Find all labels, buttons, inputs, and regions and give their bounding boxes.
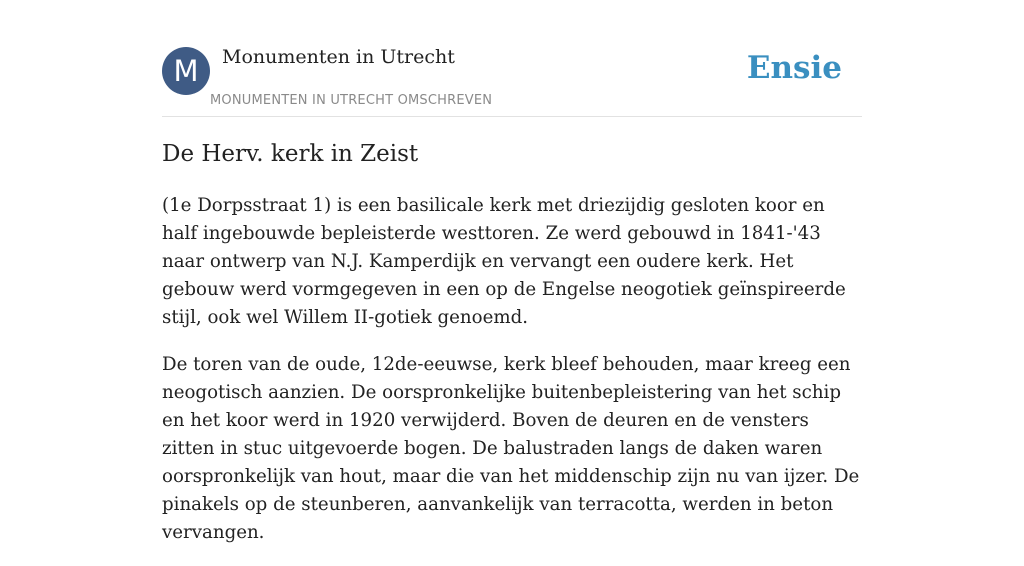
source-subtitle: MONUMENTEN IN UTRECHT OMSCHREVEN xyxy=(210,93,493,108)
source-title[interactable]: Monumenten in Utrecht xyxy=(222,46,455,68)
avatar[interactable]: M xyxy=(162,47,210,95)
source-header xyxy=(162,46,862,117)
article-title: De Herv. kerk in Zeist xyxy=(162,141,419,167)
brand-logo[interactable]: Ensie xyxy=(746,50,842,86)
article-paragraph: (1e Dorpsstraat 1) is een basilicale kerk met driezijdig gesloten koor en half ingebouwde bepleisterde westtoren. Ze werd gebouwd in 1841-'43 naar ontwerp van N.J. Kamperdijk en vervangt een oudere kerk. Het gebouw werd vormgegeven in een op de Engelse neogotiek geïnspireerde stijl, ook wel Willem II-gotiek genoemd. xyxy=(162,195,846,328)
article-paragraph: De toren van de oude, 12de-eeuwse, kerk bleef behouden, maar kreeg een neogotisch aanzien. De oorspronkelijke buitenbepleistering van het schip en het koor werd in 1920 verwijderd. Boven de deuren en de vensters zitten in stuc uitgevoerde bogen. De balustraden langs de daken waren oorspronkelijk van hout, maar die van het middenschip zijn nu van ijzer. De pinakels op de steunberen, aanvankelijk van terracotta, werden in beton vervangen. xyxy=(162,354,860,543)
article xyxy=(162,138,862,566)
